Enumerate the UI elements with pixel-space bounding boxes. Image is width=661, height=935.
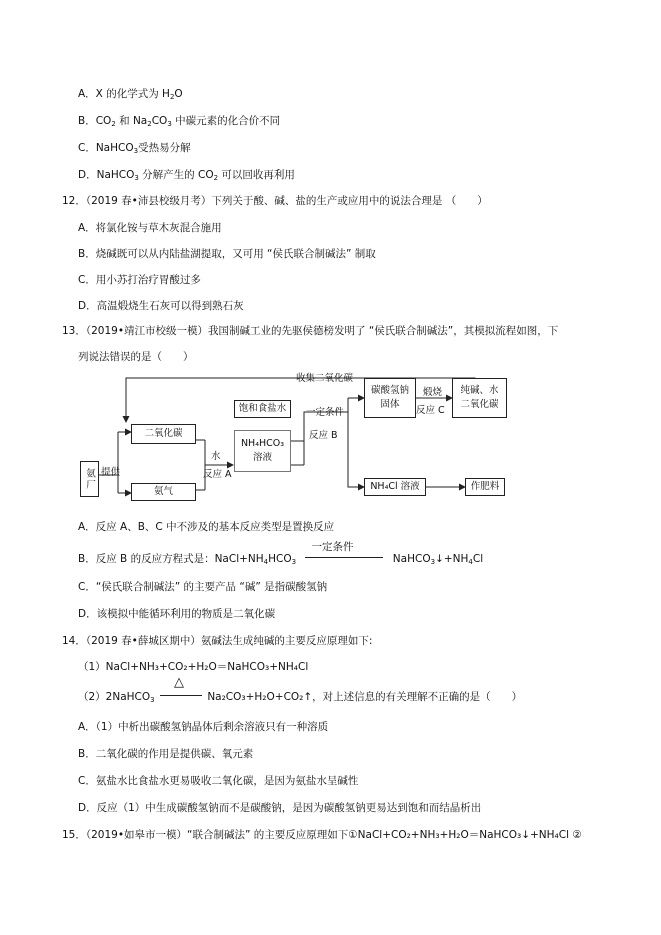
q11-option-c: C．NaHCO$_3$受热易分解 [78, 142, 191, 155]
box-ammonia-plant: 氨厂 [80, 461, 99, 497]
label-calcine: 煅烧 [423, 387, 443, 398]
box-co2: 二氧化碳 [131, 424, 196, 444]
label-provide: 提供 [101, 467, 121, 478]
q11-option-d: D．NaHCO$_3$ 分解产生的 $CO_2$ 可以回收再利用 [78, 169, 295, 182]
label-condition: 一定条件 [306, 407, 345, 418]
q11-option-a: A．X 的化学式为 $H_2O$ [78, 88, 183, 101]
box-ammonium-chloride: NH₄Cl 溶液 [364, 478, 426, 496]
box-ammonia: 氨气 [131, 483, 196, 501]
box-product: 纯碱、水 二氧化碳 [452, 378, 507, 418]
q12-option-c: C．用小苏打治疗胃酸过多 [78, 274, 201, 286]
box-sodium-bicarbonate-solid: 碳酸氢钠 固体 [364, 378, 416, 418]
label-collect-co2: 收集二氧化碳 [296, 373, 354, 384]
q13-stem-line2: 列说法错误的是（ ） [78, 351, 194, 363]
label-reaction-a: 反应 A [203, 469, 232, 480]
q11-option-b: B．$CO_2$ 和 $Na_2CO_3$ 中碳元素的化合价不同 [78, 115, 281, 128]
q14-stem: 14．（2019 春•薛城区期中）氨碱法生成纯碱的主要反应原理如下: [62, 635, 373, 647]
q13-option-b: B．反应 B 的反应方程式是：$NaCl+NH_4HCO_3$ 一定条件 $NaHCO_3↓+NH_4Cl$ [78, 541, 484, 566]
box-ammonium-bicarbonate: NH₄HCO₃ 溶液 [234, 430, 291, 472]
q14-option-c: C．氨盐水比食盐水更易吸收二氧化碳，是因为氨盐水呈碱性 [78, 775, 359, 787]
q12-option-a: A．将氯化铵与草木灰混合施用 [78, 222, 222, 234]
label-reaction-b: 反应 B [309, 430, 338, 441]
q12-stem: 12．（2019 春•沛县校级月考）下列关于酸、碱、盐的生产或应用中的说法合理是 （ ） [62, 195, 488, 207]
q14-option-a: A．（1）中析出碳酸氢钠晶体后剩余溶液只有一种溶质 [78, 721, 329, 733]
q13-option-a: A．反应 A、B、C 中不涉及的基本反应类型是置换反应 [78, 521, 335, 533]
q12-option-b: B．烧碱既可以从内陆盐湖提取，又可用 “侯氏联合制碱法” 制取 [78, 248, 376, 260]
q14-option-d: D．反应（1）中生成碳酸氢钠而不是碳酸钠，是因为碳酸氢钠更易达到饱和而结晶析出 [78, 802, 482, 814]
label-water: 水 [211, 451, 221, 462]
box-fertilizer: 作肥料 [465, 478, 505, 496]
q14-equation-2: （2）2NaHCO$_3$ △ Na₂CO₃+H₂O+CO₂↑，对上述信息的有关理解不正确的是（ ） [78, 675, 523, 704]
label-reaction-c: 反应 C [416, 405, 445, 416]
q15-stem: 15．（2019•如皋市一模）“联合制碱法” 的主要反应原理如下①NaCl+CO₂+NH₃+H₂O＝NaHCO₃↓+NH₄Cl ② [62, 829, 582, 841]
box-brine: 饱和食盐水 [234, 400, 291, 418]
q14-option-b: B．二氧化碳的作用是提供碳、氧元素 [78, 748, 254, 760]
q13-option-d: D．该模拟中能循环利用的物质是二氧化碳 [78, 608, 276, 620]
q13-option-c: C．“侯氏联合制碱法” 的主要产品 “碱” 是指碳酸氢钠 [78, 581, 328, 593]
q12-option-d: D．高温煅烧生石灰可以得到熟石灰 [78, 300, 244, 312]
q14-equation-1: （1）NaCl+NH₃+CO₂+H₂O＝NaHCO₃+NH₄Cl [78, 661, 309, 673]
q13-stem-line1: 13．（2019•靖江市校级一模）我国制碱工业的先驱侯德榜发明了 “侯氏联合制碱法”，其模拟流程如图，下 [62, 325, 559, 337]
